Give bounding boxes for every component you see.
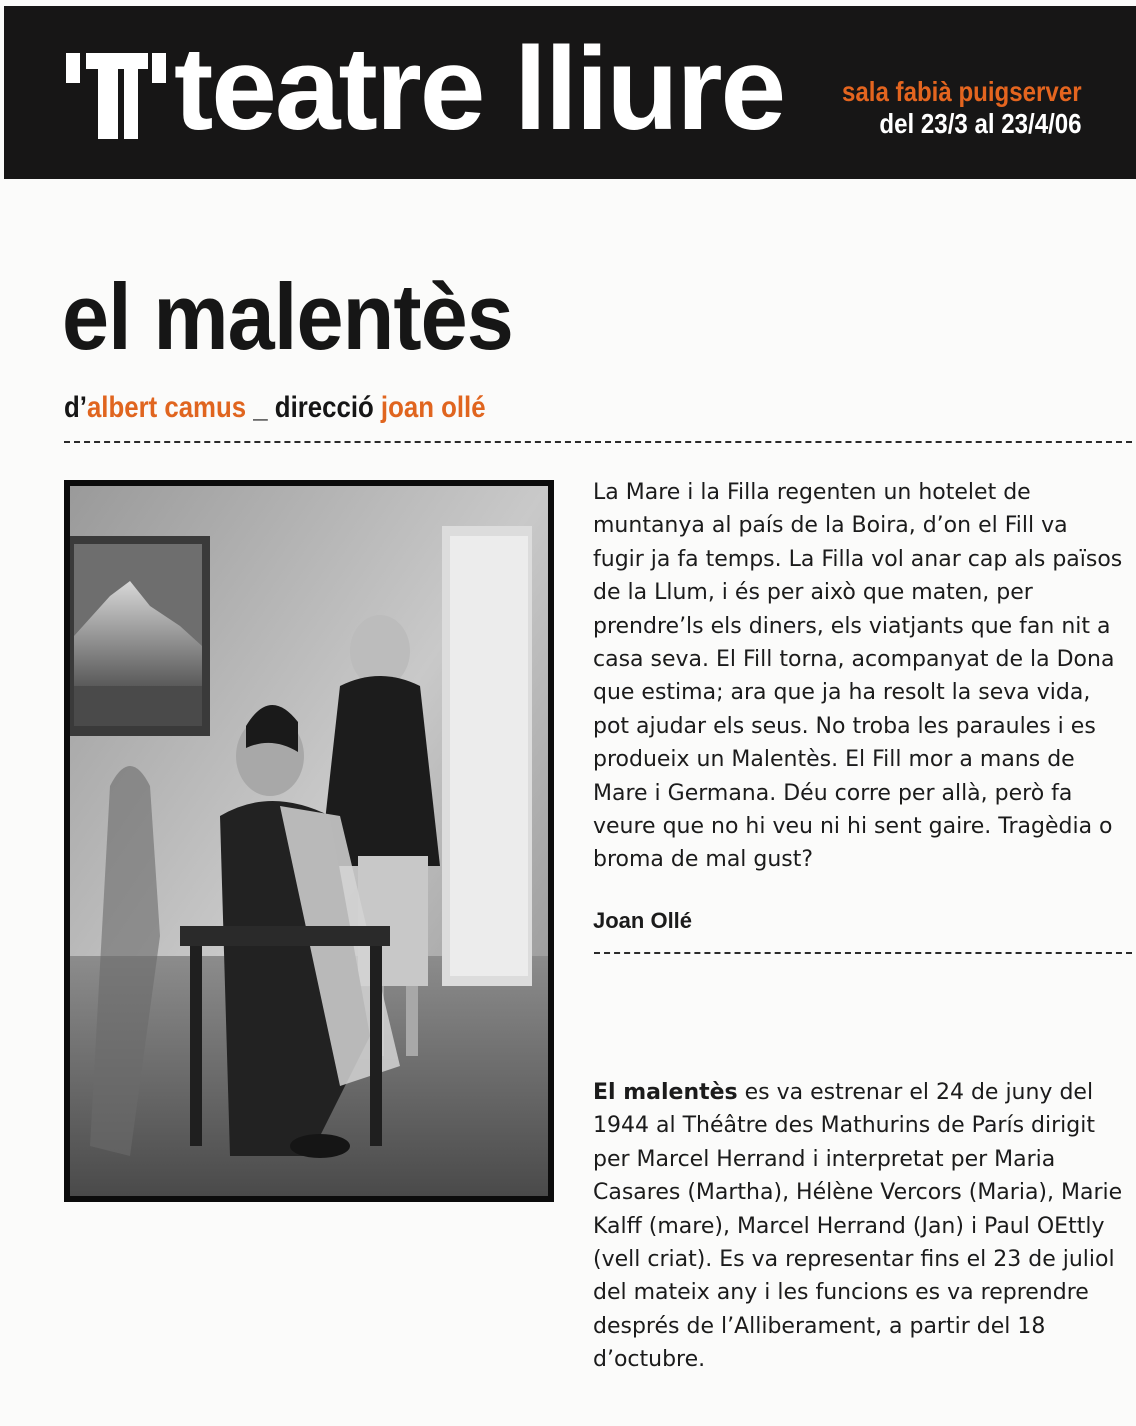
divider-right [594,952,1132,954]
history-title: El malentès [593,1080,738,1105]
synopsis-paragraph: La Mare i la Filla regenten un hotelet de muntanya al país de la Boira, d’on el Fill va fugir ja fa temps. La Filla vol anar cap als països de la Llum, i és per això que maten, per prendre’ls els diners, els viatjants que fan nit a casa seva. El Fill torna, acompanyat de la Dona que estima; ara que ja ha resolt la seva vida, pot ajudar els seus. No troba les paraules i es produeix un Malentès. El Fill mor a mans de Mare i Germana. Déu corre per allà, però fa veure que no hi veu ni hi sent gaire. Tragèdia o broma de mal gust? [593,480,1123,873]
history-text [593,1076,1123,1377]
stage-scene-image [70,486,548,1196]
history-body: es va estrenar el 24 de juny del 1944 al Théâtre des Mathurins de París dirigit per Marcel Herrand i interpretat per Maria Casares (Martha), Hélène Vercors (Maria), Marie Kalff (mare), Marcel Herrand (Jan) i Paul OEttly (vell criat). Es va representar fins el 23 de juliol del mateix any i les funcions es va reprendre després de l’Alliberament, a partir del 18 d’octubre. [593,1080,1123,1373]
venue-dates: del 23/3 al 23/4/06 [879,108,1082,139]
theatre-name: teatre lliure [174,23,785,155]
venue-hall: sala fabià puigserver [842,76,1082,107]
header-banner [4,6,1136,179]
credit-separator: _ [246,391,275,424]
show-title: el malentès [62,264,513,369]
show-credits [64,390,486,426]
divider-top [64,441,1132,443]
theatre-logo-icon [66,53,166,139]
history-paragraph [593,1076,1123,1377]
director-name: joan ollé [380,391,486,424]
venue-info [842,76,1082,140]
synopsis-text [593,476,1123,877]
credit-prefix: d’ [64,391,87,424]
synopsis-signature: Joan Ollé [593,908,693,933]
direction-label: direcció [274,391,381,424]
author-name: albert camus [86,391,247,424]
production-photo [64,480,554,1202]
